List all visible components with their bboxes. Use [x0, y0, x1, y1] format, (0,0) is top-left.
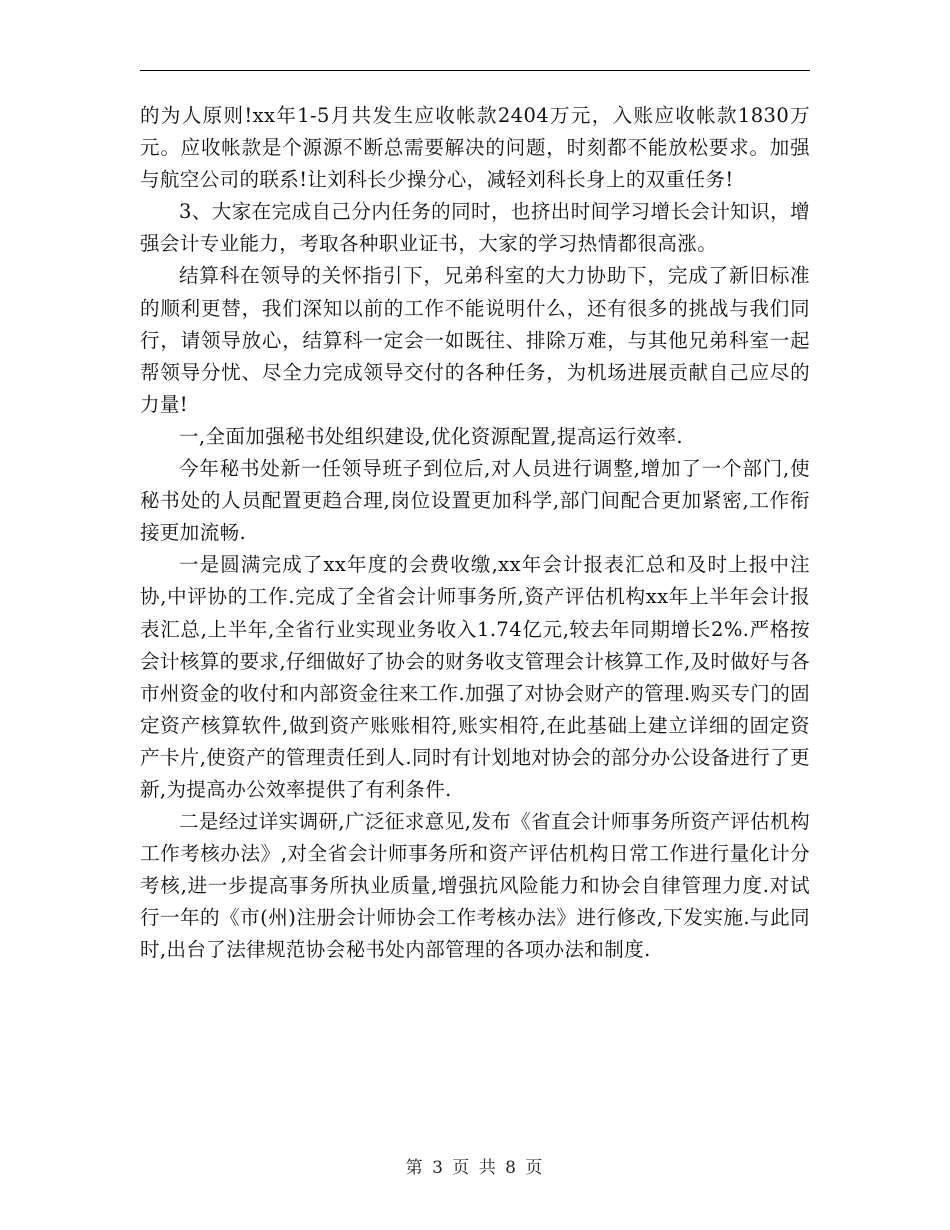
paragraph-point-two: 二是经过详实调研,广泛征求意见,发布《省直会计师事务所资产评估机构工作考核办法》,对全省会计师事务所和资产评估机构日常工作进行量化计分考核,进一步提高事务所执业质量,增强抗风险能力和协会自律管理力度.对试行一年的《市(州)注册会计师协会工作考核办法》进行修改,下发实施.与此同时,出台了法律规范协会秘书处内部管理的各项办法和制度.	[140, 810, 810, 962]
section-heading: 一,全面加强秘书处组织建设,优化资源配置,提高运行效率.	[179, 424, 683, 448]
paragraph-staffing: 今年秘书处新一任领导班子到位后,对人员进行调整,增加了一个部门,使秘书处的人员配置更趋合理,岗位设置更加科学,部门间配合更加紧密,工作衔接更加流畅.	[140, 457, 810, 545]
paragraph-continued: 的为人原则!xx年1-5月共发生应收帐款2404万元，入账应收帐款1830万元。应收帐款是个源源不断总需要解决的问题，时刻都不能放松要求。加强与航空公司的联系!让刘科长少操分心，减轻刘科长身上的双重任务!	[140, 104, 810, 192]
paragraph-point-one: 一是圆满完成了xx年度的会费收缴,xx年会计报表汇总和及时上报中注协,中评协的工作.完成了全省会计师事务所,资产评估机构xx年上半年会计报表汇总,上半年,全省行业实现业务收入1.74亿元,较去年同期增长2%.严格按会计核算的要求,仔细做好了协会的财务收支管理会计核算工作,及时做好与各市州资金的收付和内部资金往来工作.加强了对协会财产的管理.购买专门的固定资产核算软件,做到资产账账相符,账实相符,在此基础上建立详细的固定资产卡片,使资产的管理责任到人.同时有计划地对协会的部分办公设备进行了更新,为提高办公效率提供了有利条件.	[140, 553, 810, 801]
paragraph-conclusion: 结算科在领导的关怀指引下，兄弟科室的大力协助下，完成了新旧标准的顺利更替，我们深知以前的工作不能说明什么，还有很多的挑战与我们同行，请领导放心，结算科一定会一如既往、排除万难，与其他兄弟科室一起帮领导分忧、尽全力完成领导交付的各种任务，为机场进展贡献自己应尽的力量!	[140, 264, 810, 416]
page-number: 第 3 页 共 8 页	[405, 1158, 545, 1178]
header-rule	[140, 70, 810, 71]
paragraph-item-3: 3、大家在完成自己分内任务的同时，也挤出时间学习增长会计知识，增强会计专业能力，考取各种职业证书，大家的学习热情都很高涨。	[140, 200, 810, 256]
document-body	[140, 100, 810, 967]
